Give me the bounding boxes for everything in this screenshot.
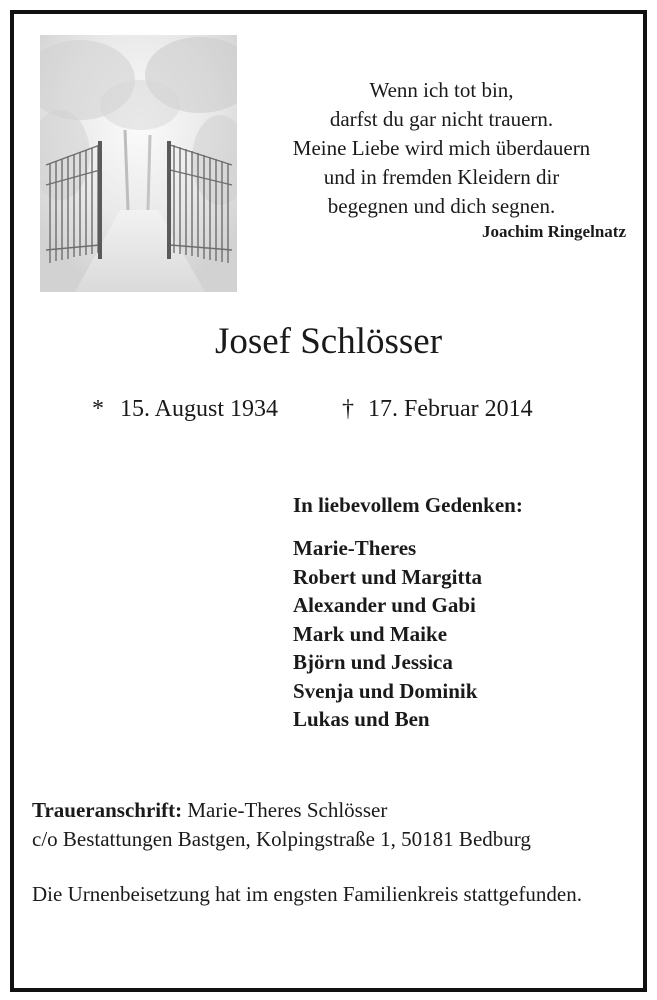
poem: [255, 76, 628, 221]
deceased-name: Josef Schlösser: [214, 321, 443, 362]
poem-author: Joachim Ringelnatz: [481, 222, 626, 241]
list-item: Mark und Maike: [293, 621, 448, 646]
list-item: Marie-Theres: [293, 536, 417, 560]
poem-line: und in fremden Kleidern dir: [323, 165, 560, 189]
mourners-list: [293, 534, 482, 734]
memorial-heading: In liebevollem Gedenken:: [293, 493, 523, 517]
birth-date-line: [92, 396, 278, 423]
poem-line: Meine Liebe wird mich überdauern: [292, 136, 591, 160]
death-date: 17. Februar 2014: [368, 396, 533, 422]
birth-date: 15. August 1934: [120, 396, 279, 422]
address-name: Marie-Theres Schlösser: [187, 798, 388, 822]
death-date-line: [342, 396, 533, 423]
burial-note: Die Urnenbeisetzung hat im engsten Familienkreis stattgefunden.: [32, 882, 582, 906]
list-item: Svenja und Dominik: [293, 678, 478, 703]
poem-line: begegnen und dich segnen.: [327, 194, 556, 218]
list-item: Björn und Jessica: [293, 650, 453, 674]
address-label: Traueranschrift:: [32, 798, 183, 822]
address-line: c/o Bestattungen Bastgen, Kolpingstraße 1, 50181 Bedburg: [32, 827, 531, 851]
birth-star-icon: *: [92, 396, 104, 422]
list-item: Alexander und Gabi: [293, 593, 476, 617]
garden-gate-photo: [40, 35, 237, 292]
list-item: Lukas und Ben: [293, 707, 430, 731]
list-item: Robert und Margitta: [293, 564, 482, 589]
poem-line: Wenn ich tot bin,: [369, 78, 514, 102]
poem-line: darfst du gar nicht trauern.: [329, 107, 554, 131]
death-cross-icon: †: [342, 396, 354, 422]
mourning-address: [32, 796, 531, 854]
